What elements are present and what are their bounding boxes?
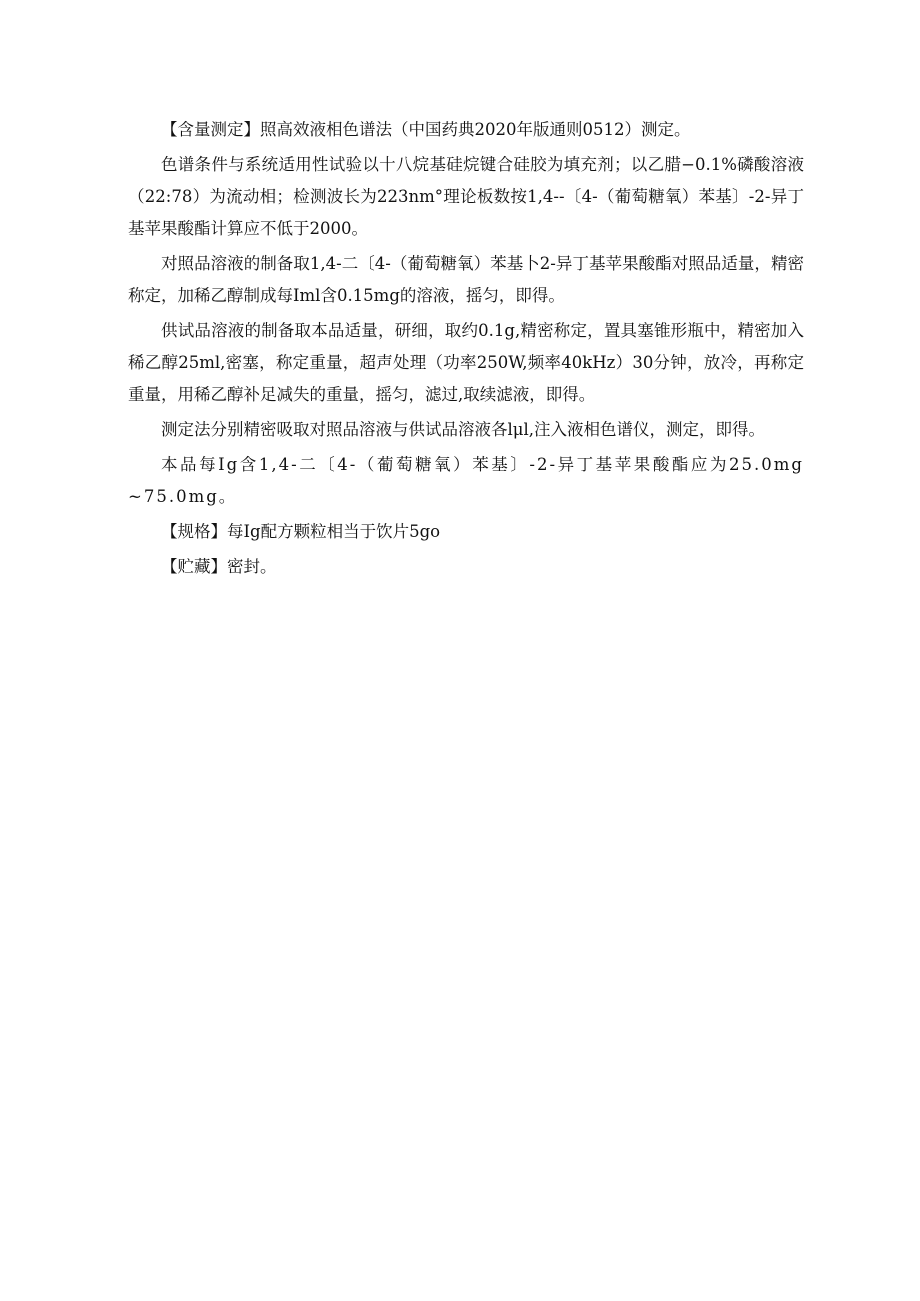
chromatographic-conditions-paragraph: 色谱条件与系统适用性试验以十八烷基硅烷键合硅胶为填充剂；以乙腊−0.1%磷酸溶液（22:78）为流动相；检测波长为223nm°理论板数按1,4--〔4-（葡萄糖氧）苯基〕-2-异丁基苹果酸酯计算应不低于2000。 [128,155,804,238]
test-solution-paragraph: 供试品溶液的制备取本品适量，研细，取约0.1g,精密称定，置具塞锥形瓶中，精密加入稀乙醇25ml,密塞，称定重量，超声处理（功率250W,频率40kHz）30分钟，放冷，再称定重量，用稀乙醇补足减失的重量，摇匀，滤过,取续滤液，即得。 [128,321,804,404]
specification-paragraph: 【规格】每Ig配方颗粒相当于饮片5go [161,522,441,541]
document-body [128,114,804,586]
reference-solution-paragraph: 对照品溶液的制备取1,4-二〔4-（葡萄糖氧）苯基卜2-异丁基苹果酸酯对照品适量，精密称定，加稀乙醇制成每Iml含0.15mg的溶液，摇匀，即得。 [128,254,804,305]
content-limit-paragraph: 本品每Ig含1,4-二〔4-（葡萄糖氧）苯基〕-2-异丁基苹果酸酯应为25.0mg~75.0mg。 [128,455,804,506]
storage-paragraph: 【贮藏】密封。 [161,557,277,576]
determination-method-paragraph: 测定法分别精密吸取对照品溶液与供试品溶液各lμl,注入液相色谱仪，测定，即得。 [161,420,766,439]
assay-heading-paragraph: 【含量测定】照高效液相色谱法（中国药典2020年版通则0512）测定。 [161,120,691,139]
